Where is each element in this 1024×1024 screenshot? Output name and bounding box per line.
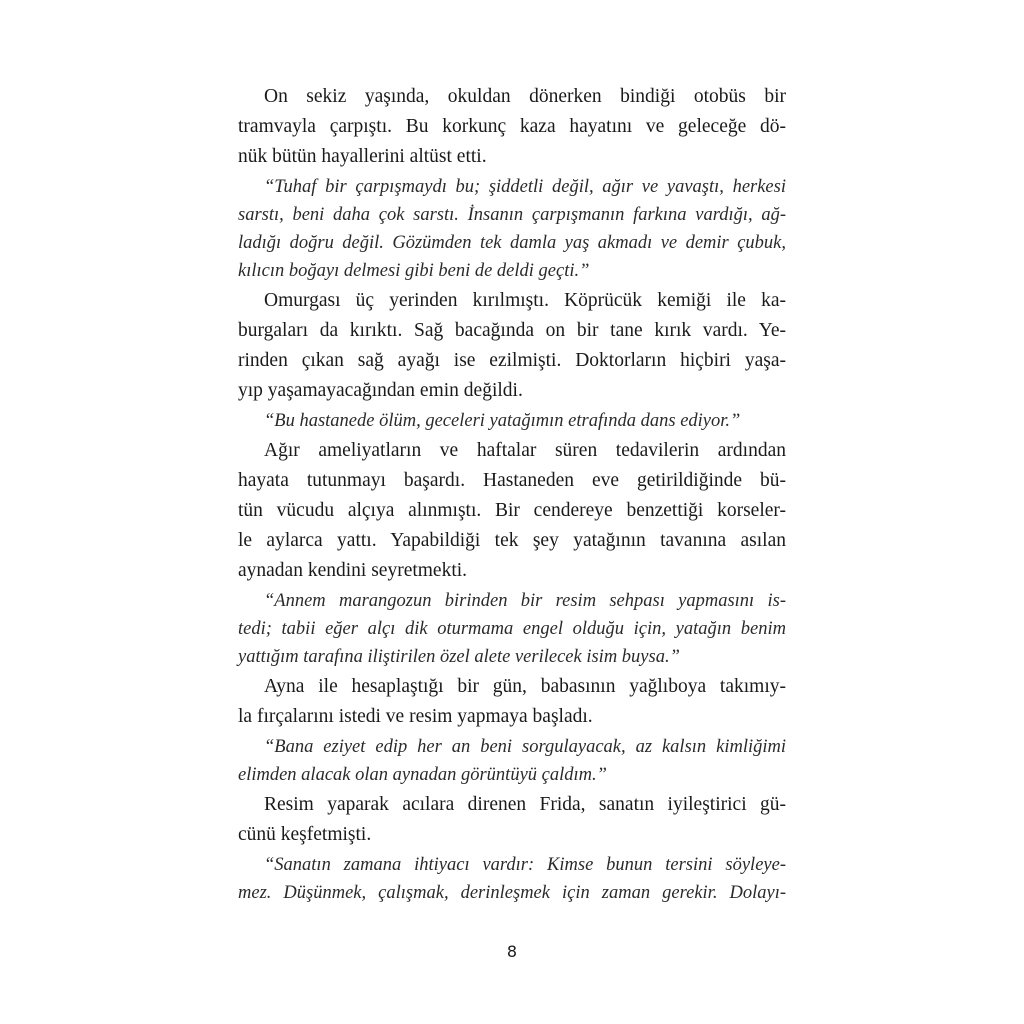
text-line: “Bana eziyet edip her an beni sorgulayacak, az kalsın kimliğimi bbox=[264, 737, 786, 757]
text-line: Resim yaparak acılara direnen Frida, sanatın iyileştirici gü- bbox=[264, 794, 786, 815]
text-line: le aylarca yattı. Yapabildiği tek şey yatağının tavanına asılan bbox=[238, 530, 786, 551]
page-text bbox=[238, 82, 786, 908]
text-line: “Annem marangozun birinden bir resim sehpası yapmasını is- bbox=[264, 591, 786, 611]
text-line: tedi; tabii eğer alçı dik oturmama engel olduğu için, yatağın benim bbox=[238, 619, 786, 639]
text-line: Omurgası üç yerinden kırılmıştı. Köprücük kemiği ile ka- bbox=[264, 290, 786, 311]
text-line: sarstı, beni daha çok sarstı. İnsanın çarpışmanın farkına vardığı, ağ- bbox=[238, 205, 786, 225]
body-paragraph bbox=[238, 672, 786, 732]
text-line: aynadan kendini seyretmekti. bbox=[238, 560, 468, 581]
body-paragraph bbox=[238, 286, 786, 406]
text-line: Ağır ameliyatların ve haftalar süren tedavilerin ardından bbox=[264, 440, 786, 461]
text-line: hayata tutunmayı başardı. Hastaneden eve getirildiğinde bü- bbox=[238, 470, 786, 491]
text-line: On sekiz yaşında, okuldan dönerken bindiği otobüs bir bbox=[264, 86, 786, 107]
text-line: la fırçalarını istedi ve resim yapmaya başladı. bbox=[238, 706, 593, 727]
text-line: “Sanatın zamana ihtiyacı vardır: Kimse bunun tersini söyleye- bbox=[264, 855, 786, 875]
body-paragraph bbox=[238, 790, 786, 850]
text-line: mez. Düşünmek, çalışmak, derinleşmek için zaman gerekir. Dolayı- bbox=[238, 883, 786, 903]
text-line: nük bütün hayallerini altüst etti. bbox=[238, 146, 487, 167]
quote-paragraph bbox=[238, 851, 786, 907]
quote-paragraph bbox=[238, 407, 786, 435]
quote-paragraph bbox=[238, 587, 786, 671]
text-line: cünü keşfetmişti. bbox=[238, 824, 372, 845]
body-paragraph bbox=[238, 82, 786, 172]
text-line: tramvayla çarpıştı. Bu korkunç kaza hayatını ve geleceğe dö- bbox=[238, 116, 786, 137]
text-line: “Bu hastanede ölüm, geceleri yatağımın etrafında dans ediyor.” bbox=[264, 411, 741, 431]
body-paragraph bbox=[238, 436, 786, 586]
quote-paragraph bbox=[238, 173, 786, 285]
text-line: rinden çıkan sağ ayağı ise ezilmişti. Doktorların hiçbiri yaşa- bbox=[238, 350, 786, 371]
text-line: ladığı doğru değil. Gözümden tek damla yaş akmadı ve demir çubuk, bbox=[238, 233, 786, 253]
text-line: burgaları da kırıktı. Sağ bacağında on bir tane kırık vardı. Ye- bbox=[238, 320, 786, 341]
text-line: yattığım tarafına iliştirilen özel alete verilecek isim buysa.” bbox=[238, 647, 680, 667]
text-line: elimden alacak olan aynadan görüntüyü çaldım.” bbox=[238, 765, 607, 785]
text-line: “Tuhaf bir çarpışmaydı bu; şiddetli değil, ağır ve yavaştı, herkesi bbox=[264, 177, 786, 197]
text-line: Ayna ile hesaplaştığı bir gün, babasının yağlıboya takımıy- bbox=[264, 676, 786, 697]
text-line: yıp yaşamayacağından emin değildi. bbox=[238, 380, 523, 401]
page-number: 8 bbox=[506, 942, 518, 961]
text-line: kılıcın boğayı delmesi gibi beni de deldi geçti.” bbox=[238, 261, 590, 281]
text-line: tün vücudu alçıya alınmıştı. Bir cendereye benzettiği korseler- bbox=[238, 500, 786, 521]
quote-paragraph bbox=[238, 733, 786, 789]
